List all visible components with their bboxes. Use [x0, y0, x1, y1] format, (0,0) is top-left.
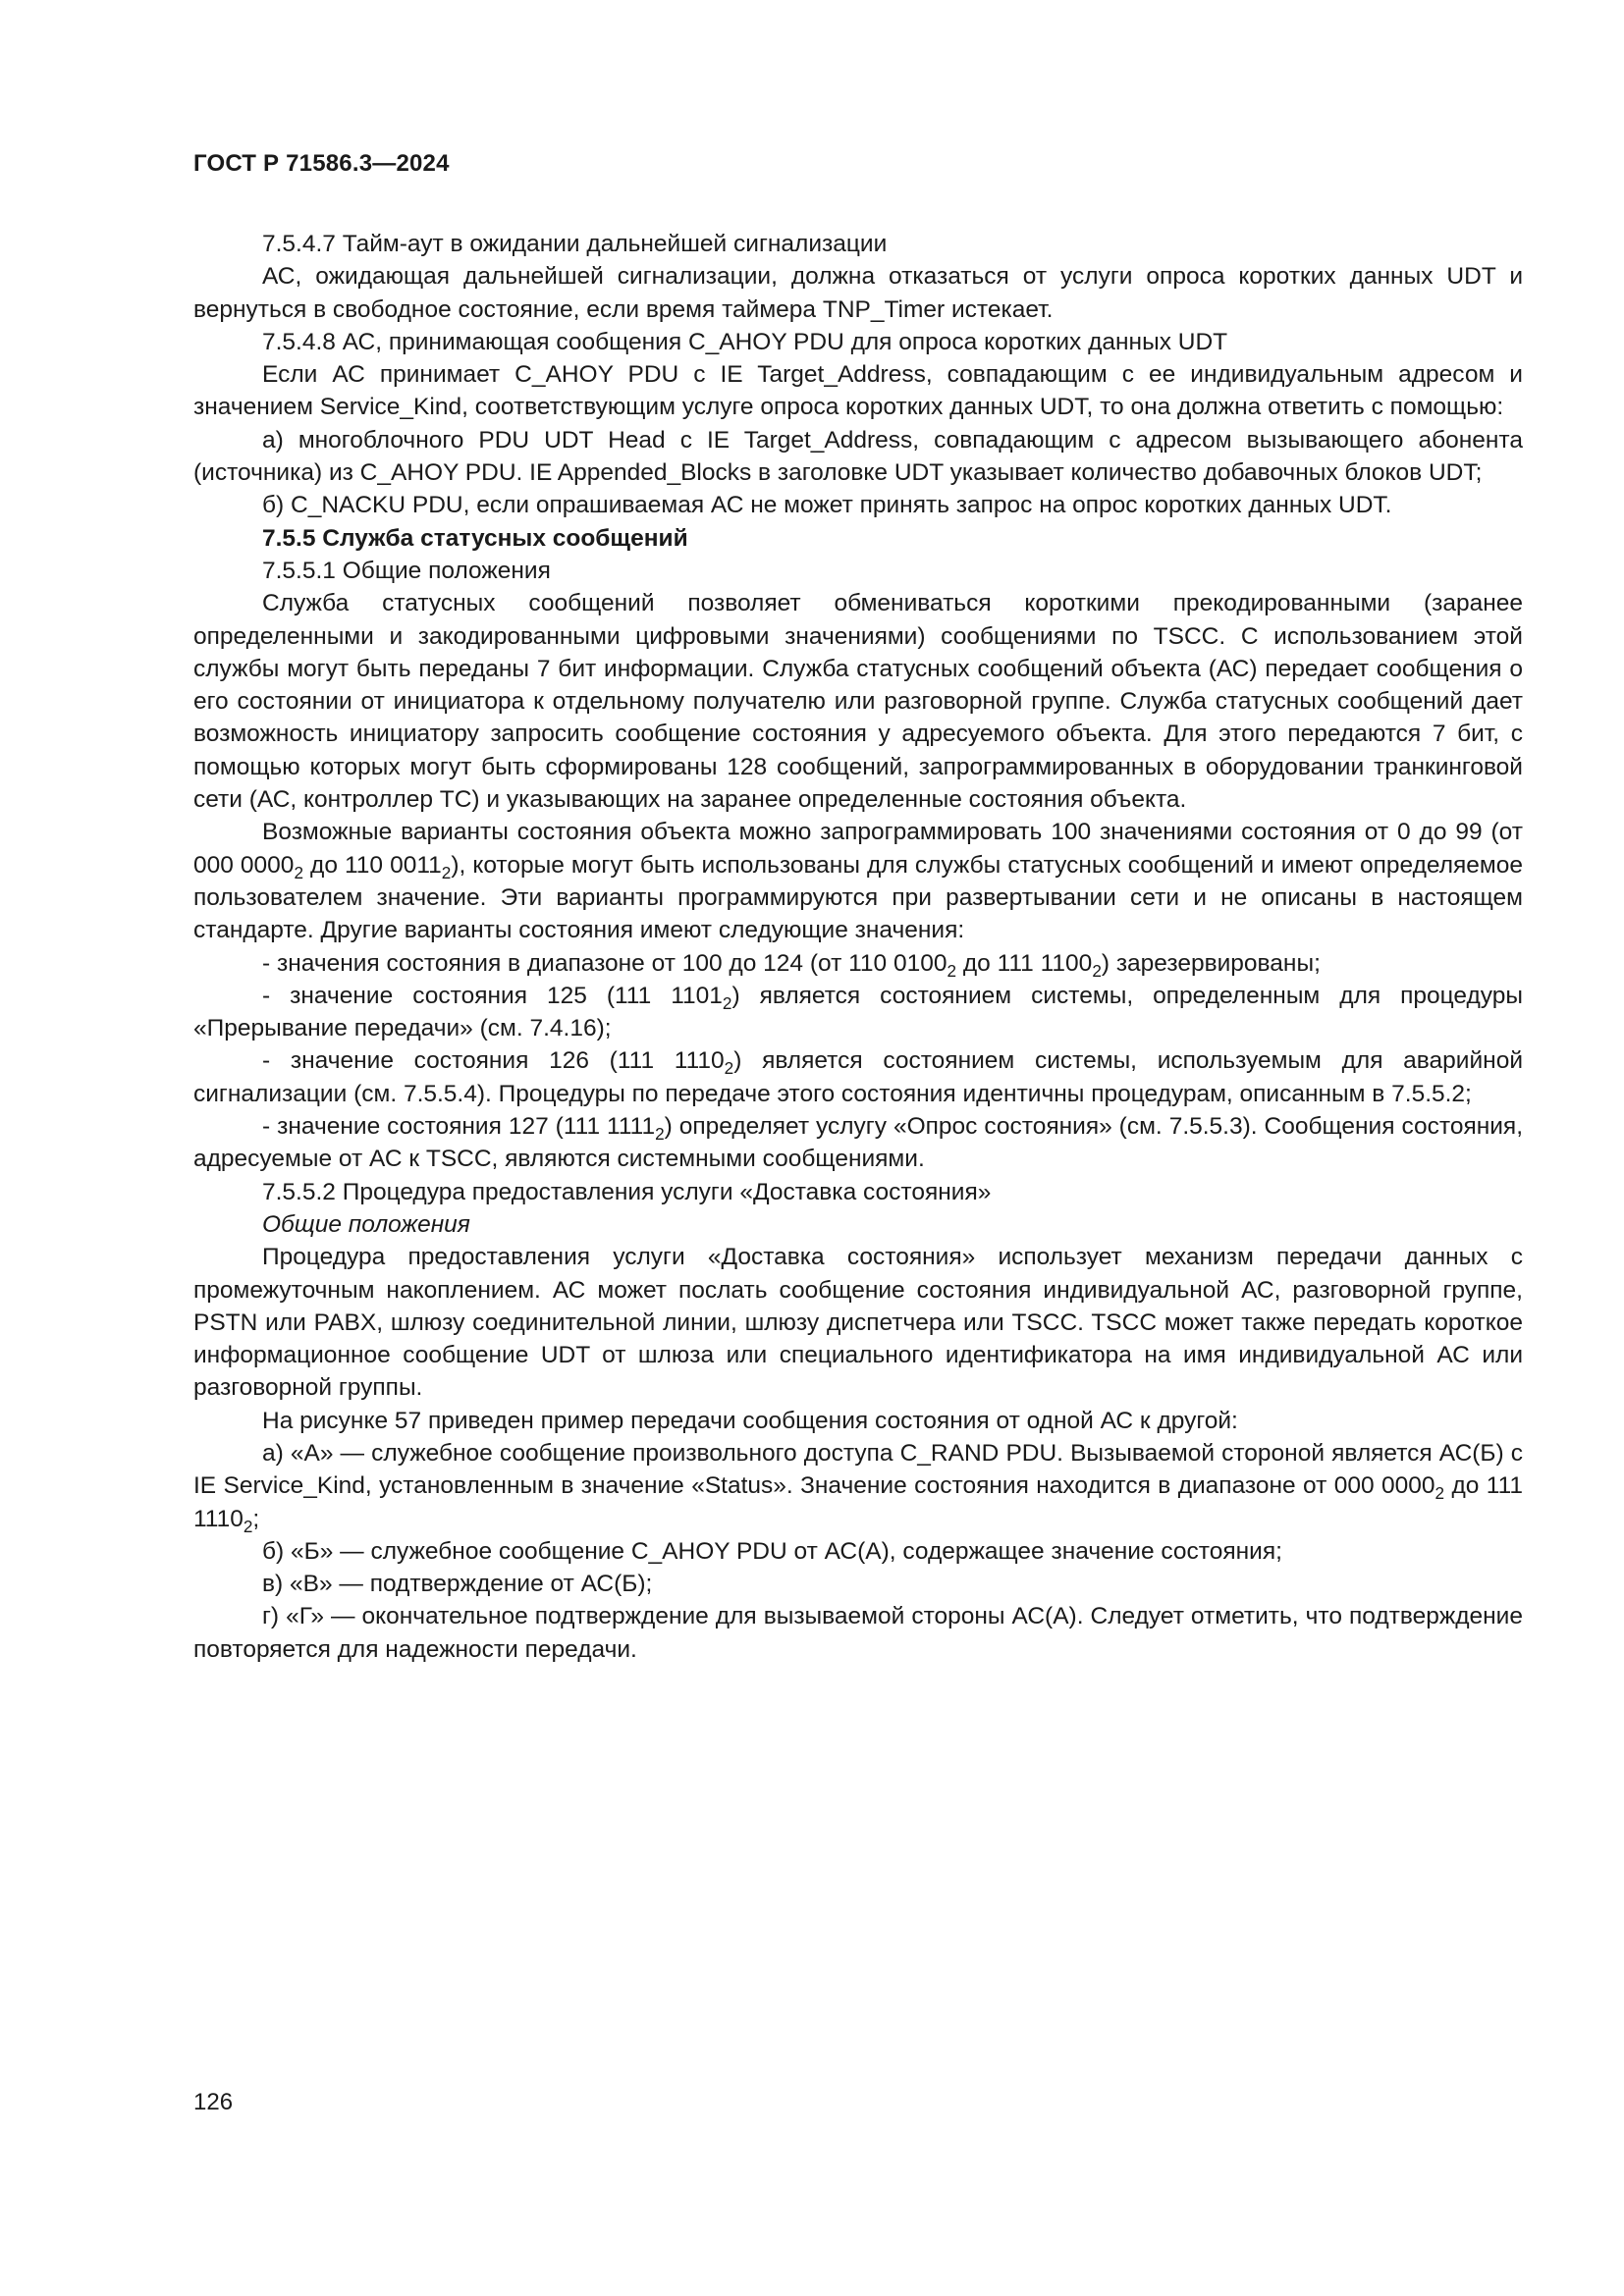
text-run: - значение состояния 125 (111 1101	[262, 982, 723, 1009]
text-run: до 110 0011	[302, 851, 442, 879]
page-number: 126	[193, 2089, 234, 2115]
subscript: 2	[1092, 960, 1102, 981]
paragraph	[193, 816, 1523, 946]
section-heading-7-5-5-2: 7.5.5.2 Процедура предоставления услуги «Доставка состояния»	[262, 1178, 992, 1205]
text-run: - значение состояния 126 (111 1110	[262, 1047, 725, 1075]
subscript: 2	[655, 1124, 665, 1145]
list-item: в) «В» — подтверждение от АС(Б);	[262, 1571, 653, 1598]
subscript: 2	[294, 862, 303, 882]
text-run: ;	[252, 1505, 260, 1532]
paragraph: Процедура предоставления услуги «Доставка состояния» использует механизм передачи данных с промежуточным накоплением. АС может послать сообщение состояния индивидуальной АС, разговорной группе, PSTN или PABX, шлюзу соединительной линии, шлюзу диспетчера или TSCC. TSCC может также передать короткое информационное сообщение UDT от шлюза или специального идентификатора на имя индивидуальной АС или разговорной группы.	[193, 1244, 1523, 1402]
text-run: ) является состоянием системы, определенным для процедуры «Прерывание передачи» (см. 7.4.16);	[193, 982, 1523, 1042]
list-item	[193, 1110, 1523, 1176]
section-heading-7-5-4-8: 7.5.4.8 АС, принимающая сообщения C_AHOY PDU для опроса коротких данных UDT	[262, 328, 1228, 355]
list-item: а) многоблочного PDU UDT Head с IE Target_Address, совпадающим с адресом вызывающего абонента (источника) из C_AHOY PDU. IE Appended_Blocks в заголовке UDT указывает количество добавочных блоков UDT;	[193, 426, 1523, 487]
text-run: - значение состояния 127 (111 1111	[262, 1113, 656, 1141]
list-item: г) «Г» — окончательное подтверждение для вызываемой стороны АС(А). Следует отметить, что подтверждение повторяется для надежности передачи.	[193, 1603, 1523, 1663]
paragraph: АС, ожидающая дальнейшей сигнализации, должна отказаться от услуги опроса коротких данных UDT и вернуться в свободное состояние, если время таймера TNP_Timer истекает.	[193, 263, 1523, 323]
text-run: Возможные варианты состояния объекта можно запрограммировать 100 значениями состояния от 0 до 99 (от 000 0000	[193, 819, 1523, 879]
text-run: ) определяет услугу «Опрос состояния» (см. 7.5.5.3). Сообщения состояния, адресуемые от АС к TSCC, являются системными сообщениями.	[193, 1113, 1523, 1173]
section-heading-7-5-5-1: 7.5.5.1 Общие положения	[262, 557, 551, 584]
document-code-header: ГОСТ Р 71586.3—2024	[193, 150, 450, 177]
text-run: ), которые могут быть использованы для службы статусных сообщений и имеют определяемое пользователем значение. Эти варианты программируются при развертывании сети и не описаны в настоящем стандарте. Другие варианты состояния имеют следующие значения:	[193, 851, 1524, 944]
subscript: 2	[724, 1058, 734, 1079]
list-item	[193, 947, 1523, 980]
section-heading-7-5-4-7: 7.5.4.7 Тайм-аут в ожидании дальнейшей сигнализации	[262, 231, 888, 257]
text-run: а) «А» — служебное сообщение произвольного доступа C_RAND PDU. Вызываемой стороной является АС(Б) с IE Service_Kind, установленным в значение «Status». Значение состояния находится в диапазоне от 000 0000	[193, 1439, 1523, 1500]
subscript: 2	[243, 1516, 253, 1536]
paragraph: На рисунке 57 приведен пример передачи сообщения состояния от одной АС к другой:	[262, 1407, 1238, 1434]
text-run: до 111 1100	[956, 949, 1093, 977]
list-item	[193, 1437, 1523, 1535]
text-run: - значения состояния в диапазоне от 100 до 124 (от 110 0100	[262, 949, 947, 977]
text-run: ) является состоянием системы, используемым для аварийной сигнализации (см. 7.5.5.4). Процедуры по передаче этого состояния идентичны процедурам, описанным в 7.5.5.2;	[193, 1047, 1523, 1107]
subscript: 2	[441, 862, 452, 882]
document-body	[193, 228, 1523, 1666]
list-item: б) «Б» — служебное сообщение C_AHOY PDU от АС(А), содержащее значение состояния;	[262, 1537, 1282, 1565]
text-run: до 111 1110	[193, 1472, 1524, 1532]
list-item: б) C_NACKU PDU, если опрашиваемая АС не может принять запрос на опрос коротких данных UDT.	[262, 492, 1392, 519]
subscript: 2	[947, 960, 957, 981]
subscript: 2	[1435, 1483, 1445, 1504]
text-run: ) зарезервированы;	[1101, 949, 1321, 977]
subheading-general: Общие положения	[262, 1210, 470, 1238]
section-heading-7-5-5: 7.5.5 Служба статусных сообщений	[262, 524, 688, 552]
list-item	[193, 980, 1523, 1045]
paragraph: Если АС принимает C_AHOY PDU с IE Target_Address, совпадающим с ее индивидуальным адресом и значением Service_Kind, соответствующим услуге опроса коротких данных UDT, то она должна ответить с помощью:	[193, 361, 1523, 421]
paragraph: Служба статусных сообщений позволяет обмениваться короткими прекодированными (заранее определенными и закодированными цифровыми значениями) сообщениями по TSCC. С использованием этой службы могут быть переданы 7 бит информации. Служба статусных сообщений объекта (АС) передает сообщения о его состоянии от инициатора к отдельному получателю или разговорной группе. Служба статусных сообщений дает возможность инициатору запросить сообщение состояния у адресуемого объекта. Для этого передаются 7 бит, с помощью которых могут быть сформированы 128 сообщений, запрограммированных в оборудовании транкинговой сети (АС, контроллер ТС) и указывающих на заранее определенные состояния объекта.	[193, 590, 1523, 814]
list-item	[193, 1044, 1523, 1110]
subscript: 2	[722, 992, 732, 1013]
